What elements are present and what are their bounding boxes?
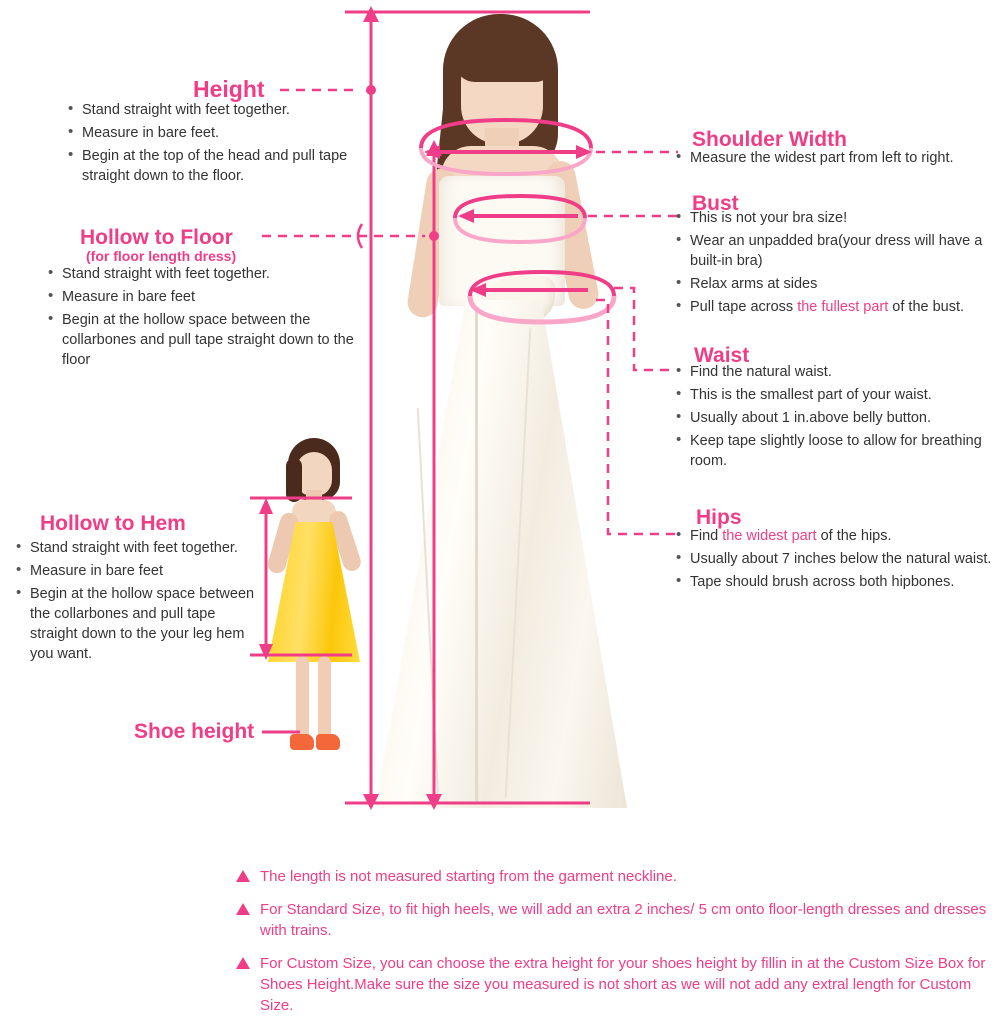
list-item: • Find the natural waist.: [676, 362, 996, 382]
list-item: • Tape should brush across both hipbones.: [676, 572, 996, 592]
list-item: • Measure the widest part from left to right.: [676, 148, 996, 168]
hollow-to-hem-bullets: [16, 538, 266, 667]
list-item: • Measure in bare feet.: [68, 123, 368, 143]
list-item: • Relax arms at sides: [676, 274, 996, 294]
hollow-to-floor-measure-line: [262, 140, 442, 810]
height-bullets: [68, 100, 368, 189]
hips-first-bullet-prefix: Find: [690, 528, 723, 544]
note-text: For Standard Size, to fit high heels, we will add an extra 2 inches/ 5 cm onto floor-length dresses and dresses with trains.: [260, 901, 987, 939]
hollow-to-floor-subtitle: (for floor length dress): [86, 248, 237, 264]
list-item: • Measure in bare feet: [48, 287, 358, 307]
list-item: • Stand straight with feet together.: [16, 538, 266, 558]
note-text: The length is not measured starting from the garment neckline.: [260, 868, 677, 885]
list-item: • This is not your bra size!: [676, 208, 996, 228]
bust-measure-line: [455, 196, 680, 242]
list-item: • Begin at the hollow space between the collarbones and pull tape straight down to the floor: [48, 310, 358, 370]
warning-triangle-icon: [236, 870, 250, 882]
hips-measure-line: [596, 300, 676, 534]
waist-bullets: [676, 362, 996, 474]
list-item: • This is the smallest part of your waist.: [676, 385, 996, 405]
warning-triangle-icon: [236, 903, 250, 915]
note-text: For Custom Size, you can choose the extra height for your shoes height by fillin in at the Custom Size Box for Shoes Height.Make sure the size you measured is not short as we will not add any extral length for Custom Size.: [260, 955, 986, 1014]
hips-bullets: [676, 526, 996, 595]
note-item: [236, 899, 996, 941]
bust-last-bullet-suffix: of the bust.: [888, 299, 965, 315]
shoulder-width-bullets: [676, 148, 996, 171]
list-item: • Begin at the top of the head and pull tape straight down to the floor.: [68, 146, 368, 186]
waist-title: Waist: [694, 344, 750, 367]
bust-bullets: [676, 208, 996, 320]
hollow-to-floor-title: Hollow to Floor: [80, 226, 233, 249]
list-item: • Measure in bare feet: [16, 561, 266, 581]
list-item: • Usually about 1 in.above belly button.: [676, 408, 996, 428]
waist-measure-line: [470, 272, 676, 370]
shoulder-width-title: Shoulder Width: [692, 128, 847, 151]
bust-title: Bust: [692, 192, 739, 215]
list-item: • Usually about 7 inches below the natural waist.: [676, 549, 996, 569]
height-title: Height: [193, 76, 265, 102]
warning-triangle-icon: [236, 957, 250, 969]
list-item: [676, 297, 996, 317]
list-item: • Stand straight with feet together.: [48, 264, 358, 284]
list-item: • Keep tape slightly loose to allow for breathing room.: [676, 431, 996, 471]
hips-first-bullet-suffix: of the hips.: [816, 528, 892, 544]
hollow-to-floor-bullets: [48, 264, 358, 373]
hollow-to-hem-title: Hollow to Hem: [40, 512, 186, 535]
list-item: [676, 526, 996, 546]
bust-last-bullet-prefix: Pull tape across: [690, 299, 798, 315]
bust-last-bullet-emphasis: the fullest part: [797, 299, 889, 315]
note-item: [236, 866, 996, 887]
list-item: • Begin at the hollow space between the collarbones and pull tape straight down to the your leg hem you want.: [16, 584, 266, 664]
hips-first-bullet-emphasis: the widest part: [722, 528, 817, 544]
shoe-height-title: Shoe height: [134, 720, 255, 743]
note-item: [236, 953, 996, 1016]
list-item: • Wear an unpadded bra(your dress will have a built-in bra): [676, 231, 996, 271]
hips-title: Hips: [696, 506, 742, 529]
shoulder-width-measure-line: [421, 120, 678, 174]
list-item: • Stand straight with feet together.: [68, 100, 368, 120]
footer-notes: [236, 866, 996, 1024]
